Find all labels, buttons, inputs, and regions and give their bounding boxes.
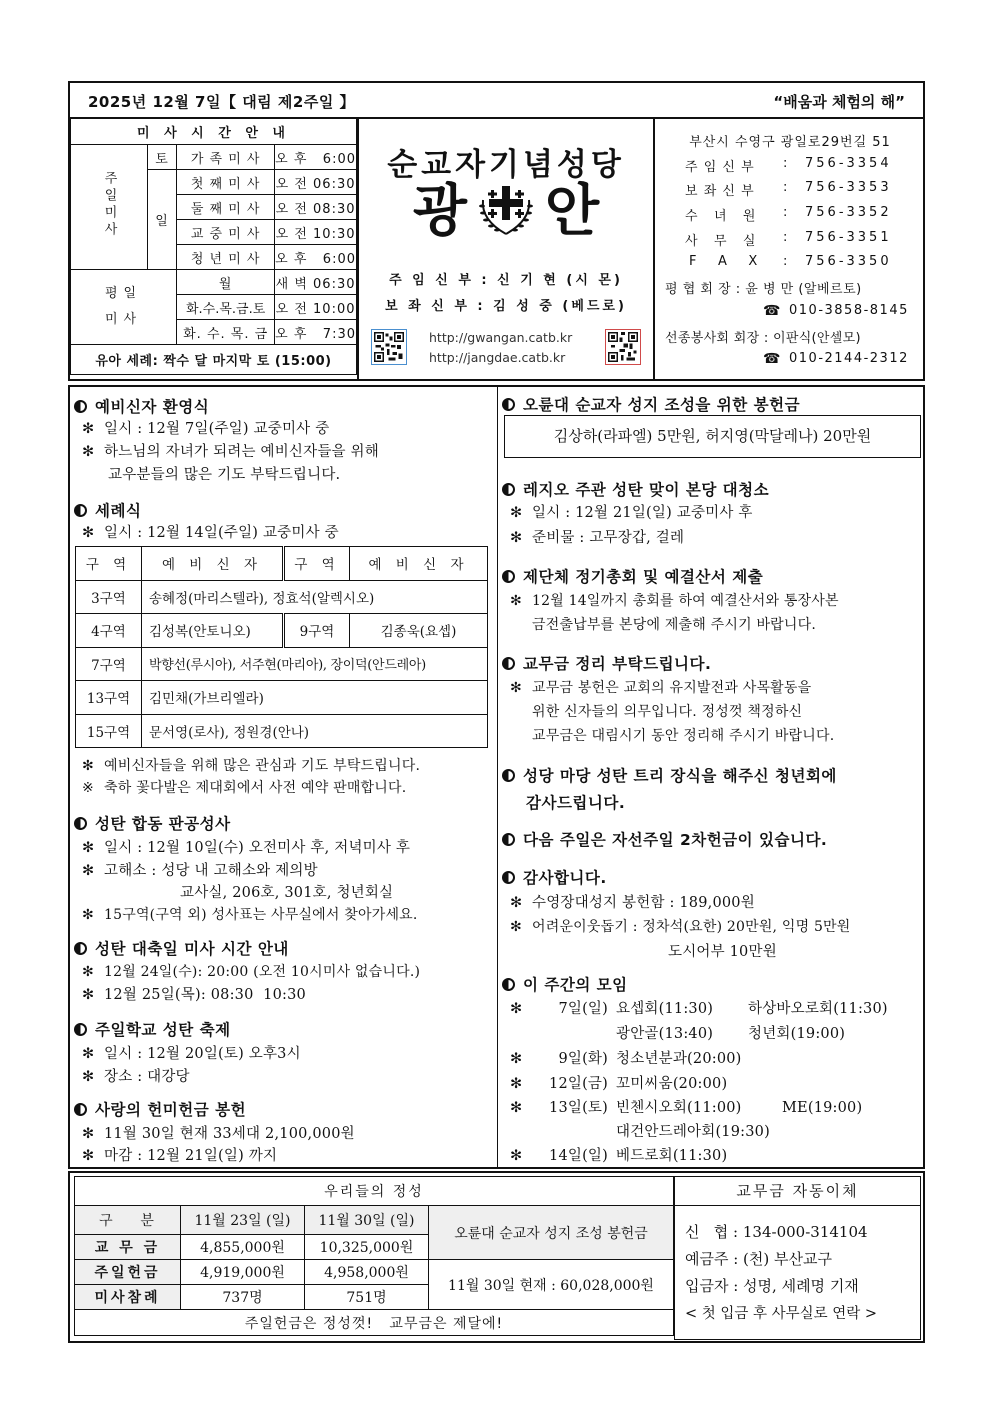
account-number: 신 협 : 134-000-314104	[685, 1223, 868, 1241]
table-row: 3구역 송혜정(마리스텔라), 정효석(알렉시오)	[76, 580, 488, 614]
notice-line: ✻ 마감 : 12월 21일(일) 까지	[82, 1148, 278, 1164]
half-circle-bullet-icon	[502, 483, 515, 496]
notice-line: 교우분들의 많은 기도 부탁드립니다.	[108, 467, 341, 483]
autopay-title: 교무금 자동이체	[675, 1177, 920, 1206]
notice-line: ✻ 하느님의 자녀가 되려는 예비신자들을 위해	[82, 444, 379, 460]
half-circle-bullet-icon	[502, 833, 515, 846]
asterisk-icon: ✻	[82, 1046, 95, 1062]
right-column	[498, 387, 925, 1167]
notice-line: ✻ 15구역(구역 외) 성사표는 사무실에서 찾아가세요.	[82, 907, 418, 923]
mass-name: 둘 째 미 사	[177, 195, 275, 220]
mass-time: 오 전 06:30	[275, 170, 357, 195]
asterisk-icon: ✻	[510, 680, 522, 696]
mass-time: 오 전 10:00	[275, 295, 357, 320]
website-link-gwangan[interactable]: http://gwangan.catb.kr	[429, 330, 573, 345]
section-title: 오륜대 순교자 성지 조성을 위한 봉헌금	[502, 393, 800, 415]
notice-line: ✻ 수영장대성지 봉헌함 : 189,000원	[510, 895, 755, 911]
depositor-instruction: 입금자 : 성명, 세례명 기재	[685, 1277, 859, 1295]
mass-name: 교 중 미 사	[177, 220, 275, 245]
church-type: 순교자기념성당	[387, 147, 625, 183]
half-circle-bullet-icon	[502, 398, 515, 411]
section-title: 제단체 정기총회 및 예결산서 제출	[502, 565, 763, 587]
mass-time: 오 후 7:30	[275, 320, 357, 345]
bulletin-date: 2025년 12월 7일【 대림 제2주일 】	[88, 93, 356, 111]
council-president: 평 협 회 장 : 윤 병 만 (알베르토)	[665, 282, 862, 297]
notice-line: ✻ 11월 30일 현재 33세대 2,100,000원	[82, 1126, 355, 1142]
notice-line: ✻ 12월 25일(목): 08:30 10:30	[82, 987, 306, 1003]
asterisk-icon: ✻	[510, 1100, 523, 1116]
section-title: 사랑의 헌미헌금 봉헌	[74, 1098, 246, 1120]
shrine-donors-box: 김상하(라파엘) 5만원, 허지영(막달레나) 20만원	[504, 415, 921, 458]
contact-instruction: < 첫 입금 후 사무실로 연락 >	[685, 1306, 878, 1322]
notices-body	[68, 385, 925, 1169]
mass-name: 청 년 미 사	[177, 245, 275, 270]
row-label: 미사참례	[75, 1285, 181, 1310]
section-title: 예비신자 환영식	[74, 395, 209, 417]
notice-line: ✻ 준비물 : 고무장갑, 걸레	[510, 530, 685, 546]
meeting-row: 대건안드레아회(19:30)	[616, 1124, 770, 1140]
notice-line: ✻ 일시 : 12월 20일(토) 오후3시	[82, 1046, 301, 1062]
day-cell: 일	[148, 170, 177, 270]
half-circle-bullet-icon	[74, 942, 87, 955]
mass-time: 오 전 10:30	[275, 220, 357, 245]
year-motto: “배움과 체험의 해”	[773, 93, 905, 111]
asterisk-icon: ✻	[510, 505, 523, 521]
half-circle-bullet-icon	[502, 657, 515, 670]
mass-name: 화.수.목.금.토	[177, 295, 275, 320]
table-row: 7구역 박향선(루시아), 서주현(마리아), 장이덕(안드레아)	[76, 647, 488, 681]
notice-line: ✻ 일시 : 12월 10일(수) 오전미사 후, 저녁미사 후	[82, 840, 411, 856]
notice-line: ✻ 고해소 : 성당 내 고해소와 제의방	[82, 863, 318, 879]
asterisk-icon: ✻	[82, 863, 95, 879]
section-title: 교무금 정리 부탁드립니다.	[502, 652, 711, 674]
asterisk-icon: ✻	[82, 1069, 95, 1085]
asterisk-icon: ✻	[82, 444, 95, 460]
sunday-mass-label: 주일미사	[71, 145, 148, 270]
pastor-line: 주 임 신 부 : 신 기 현 (시 몬)	[389, 273, 623, 288]
half-circle-bullet-icon	[502, 769, 515, 782]
column-header: 예 비 신 자	[350, 547, 488, 581]
asterisk-icon: ✻	[82, 525, 95, 541]
notice-line: ✻ 일시 : 12월 7일(주일) 교중미사 중	[82, 421, 330, 437]
half-circle-bullet-icon	[502, 978, 515, 991]
notice-line: ✻ 일시 : 12월 21일(일) 교중미사 후	[510, 505, 753, 521]
notice-line: 교사실, 206호, 301호, 청년회실	[180, 885, 394, 901]
qr-code-gwangan[interactable]	[371, 329, 407, 365]
asterisk-icon: ✻	[510, 1051, 523, 1067]
offering-title: 우리들의 정성	[75, 1177, 674, 1206]
meeting-row: 광안골(13:40) 청년회(19:00)	[616, 1026, 846, 1042]
asterisk-icon: ✻	[82, 421, 95, 437]
day-cell: 토	[148, 145, 177, 170]
asterisk-icon: ✻	[510, 593, 522, 609]
table-row: 4구역 김성복(안토니오) 9구역 김종욱(요셉)	[76, 614, 488, 648]
jerusalem-cross-icon	[475, 184, 537, 240]
asterisk-icon: ✻	[82, 840, 95, 856]
phone-icon: ☎	[763, 351, 782, 367]
section-title: 레지오 주관 성탄 맞이 본당 대청소	[502, 478, 769, 500]
contact-info: 부산시 수영구 광일로29번길 51 주 임 신 부 : 756-3354 보 좌 신 부 : 756-3353 수 녀 원 : 756-3352 사 무 실 : 756-3351 F A X : 756-3350 평 협 회 장 : 윤 병 만 (알베르토) ☎ 010-3858-8145 선종봉사회 회장 : 이판식(안셀모) ☎ 010-2144-2312	[655, 117, 925, 379]
parish-name-right: 안	[545, 179, 600, 244]
row-label: 교 무 금	[75, 1235, 181, 1260]
half-circle-bullet-icon	[74, 504, 87, 517]
assistant-priest-line: 보 좌 신 부 : 김 성 중 (베드로)	[385, 299, 627, 314]
volunteer-president: 선종봉사회 회장 : 이판식(안셀모)	[665, 331, 861, 346]
column-header: 예 비 신 자	[142, 547, 284, 581]
address: 부산시 수영구 광일로29번길 51	[689, 135, 891, 150]
notice-line: ✻ 12월 24일(수): 20:00 (오전 10시미사 없습니다.)	[82, 964, 421, 980]
asterisk-icon: ✻	[82, 987, 95, 1003]
mass-time: 새 벽 06:30	[275, 270, 357, 295]
asterisk-icon: ✻	[510, 530, 523, 546]
meeting-row: ✻ 14일(일) 베드로회(11:30)	[510, 1148, 728, 1164]
shrine-fund-total: 11월 30일 현재 : 60,028,000원	[429, 1260, 674, 1310]
section-title: 성탄 대축일 미사 시간 안내	[74, 937, 289, 959]
notice-line: ✻ 어려운이웃돕기 : 정차석(요한) 20만원, 익명 5만원	[510, 919, 851, 935]
meeting-row: ✻ 7일(일) 요셉회(11:30) 하상바오로회(11:30)	[510, 1001, 888, 1017]
notice-line: ✻ 예비신자들을 위해 많은 관심과 기도 부탁드립니다.	[82, 758, 421, 774]
notice-line: ✻ 일시 : 12월 14일(주일) 교중미사 중	[82, 525, 339, 541]
qr-code-jangdae[interactable]	[605, 329, 641, 365]
mass-schedule-title: 미 사 시 간 안 내	[71, 118, 357, 145]
asterisk-icon: ✻	[510, 895, 523, 911]
weekday-mass-label: 평일미사	[71, 270, 177, 345]
notice-line: ※ 축하 꽃다발은 제대회에서 사전 예약 판매합니다.	[82, 780, 407, 796]
asterisk-icon: ✻	[510, 1001, 523, 1017]
offering-slogan: 주일헌금은 정성껏! 교무금은 제달에!	[75, 1310, 674, 1336]
notice-line: ✻ 장소 : 대강당	[82, 1069, 190, 1085]
column-header: 구 분	[75, 1206, 181, 1235]
mass-time: 오 후 6:00	[275, 245, 357, 270]
section-title: 이 주간의 모임	[502, 973, 628, 995]
column-header: 11월 23일 (일)	[181, 1206, 305, 1235]
half-circle-bullet-icon	[502, 871, 515, 884]
notice-line: 위한 신자들의 의무입니다. 정성껏 책정하신	[532, 704, 803, 720]
asterisk-icon: ✻	[510, 1076, 523, 1092]
section-title: 성탄 합동 판공성사	[74, 812, 231, 834]
section-title: 다음 주일은 자선주일 2차헌금이 있습니다.	[502, 828, 827, 850]
notice-line: ✻ 교무금 봉헌은 교회의 유지발전과 사목활동을	[510, 680, 812, 696]
asterisk-icon: ✻	[82, 907, 94, 923]
meeting-row: ✻ 12일(금) 꼬미씨움(20:00)	[510, 1076, 728, 1092]
phone-icon: ☎	[763, 303, 782, 319]
section-title: 성당 마당 성탄 트리 장식을 해주신 청년회에	[502, 764, 837, 786]
reference-mark-icon: ※	[82, 780, 94, 796]
parish-title-block	[359, 117, 655, 379]
mass-name: 첫 째 미 사	[177, 170, 275, 195]
notice-line: 교무금은 대림시기 동안 정리해 주시기 바랍니다.	[532, 728, 835, 744]
section-title: 주일학교 성탄 축제	[74, 1018, 231, 1040]
half-circle-bullet-icon	[74, 817, 87, 830]
mass-name: 화. 수. 목. 금	[177, 320, 275, 345]
section-title: 세례식	[74, 499, 141, 521]
account-holder: 예금주 : (천) 부산교구	[685, 1250, 832, 1268]
asterisk-icon: ✻	[510, 919, 522, 935]
table-row: 15구역 문서영(로사), 정원경(안나)	[76, 714, 488, 748]
asterisk-icon: ✻	[510, 1148, 523, 1164]
column-header: 구 역	[284, 547, 350, 581]
mass-time: 오 전 08:30	[275, 195, 357, 220]
half-circle-bullet-icon	[74, 1103, 87, 1116]
asterisk-icon: ✻	[82, 1148, 95, 1164]
asterisk-icon: ✻	[82, 1126, 95, 1142]
half-circle-bullet-icon	[74, 400, 87, 413]
website-link-jangdae[interactable]: http://jangdae.catb.kr	[429, 350, 566, 365]
offering-footer	[68, 1171, 925, 1343]
asterisk-icon: ✻	[82, 964, 94, 980]
half-circle-bullet-icon	[502, 570, 515, 583]
notice-line: 금전출납부를 본당에 제출해 주시기 바랍니다.	[532, 617, 817, 633]
section-title: 감사합니다.	[502, 866, 607, 888]
mass-name: 가 족 미 사	[177, 145, 275, 170]
parish-name-left: 광	[412, 179, 467, 244]
notice-line: 도시어부 10만원	[668, 944, 777, 960]
asterisk-icon: ✻	[82, 758, 94, 774]
table-row: 13구역 김민채(가브리엘라)	[76, 681, 488, 715]
infant-baptism-info: 유아 세례: 짝수 달 마지막 토 (15:00)	[71, 345, 357, 375]
meeting-row: ✻ 9일(화) 청소년분과(20:00)	[510, 1051, 742, 1067]
column-header: 구 역	[76, 547, 142, 581]
row-label: 주일헌금	[75, 1260, 181, 1285]
left-column	[70, 387, 498, 1167]
offering-table: 우리들의 정성 구 분 11월 23일 (일) 11월 30일 (일) 오륜대 순교자 성지 조성 봉헌금 교 무 금 4,855,000원 10,325,000원 주일헌금 4,919,000원 4,958,000원 11월 30일 현재 : 60,028,000원 미사참례 737명 751명 주일헌금은 정성껏! 교무금은 제달에!	[74, 1176, 674, 1336]
bulletin-header	[68, 81, 925, 119]
meeting-row: ✻ 13일(토) 빈첸시오회(11:00) ME(19:00)	[510, 1100, 863, 1116]
half-circle-bullet-icon	[74, 1023, 87, 1036]
section-title-cont: 감사드립니다.	[526, 794, 626, 812]
notice-line: ✻ 12월 14일까지 총회를 하여 예결산서와 통장사본	[510, 593, 839, 609]
column-header: 11월 30일 (일)	[305, 1206, 429, 1235]
mass-schedule	[70, 117, 359, 379]
top-info-block	[68, 117, 925, 381]
shrine-fund-title: 오륜대 순교자 성지 조성 봉헌금	[429, 1206, 674, 1260]
mass-name: 월	[177, 270, 275, 295]
mass-time: 오 후 6:00	[275, 145, 357, 170]
baptism-table	[75, 546, 488, 748]
autopay-box	[674, 1176, 921, 1340]
